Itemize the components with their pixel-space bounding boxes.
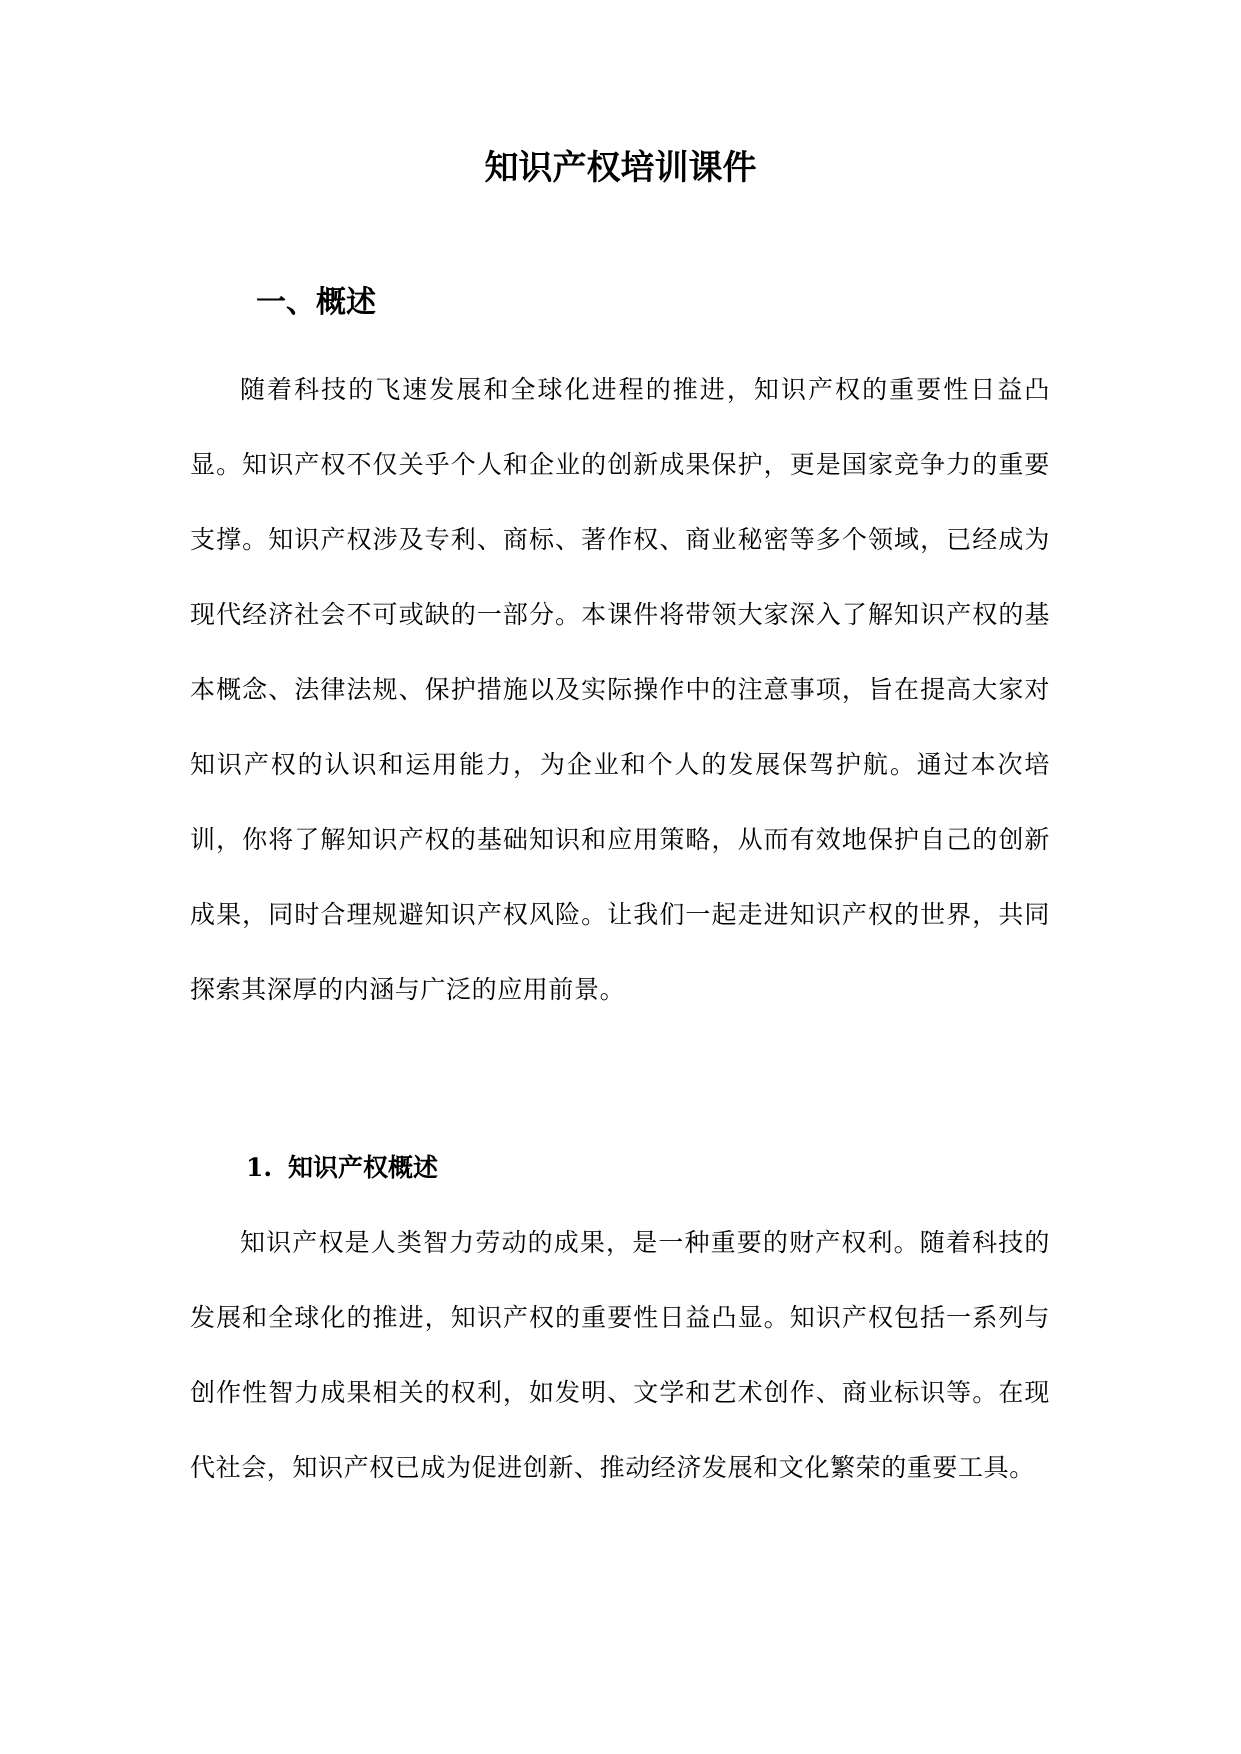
ip-overview-paragraph: 知识产权是人类智力劳动的成果，是一种重要的财产权利。随着科技的发展和全球化的推进，知识产权的重要性日益凸显。知识产权包括一系列与创作性智力成果相关的权利，如发明、文学和艺术创作、商业标识等。在现代社会，知识产权已成为促进创新、推动经济发展和文化繁荣的重要工具。 (190, 1228, 1050, 1482)
subsection-number: 1. (246, 1153, 273, 1182)
subsection-title: 知识产权概述 (288, 1153, 439, 1182)
document-title: 知识产权培训课件 (484, 148, 757, 188)
overview-paragraph: 随着科技的飞速发展和全球化进程的推进，知识产权的重要性日益凸显。知识产权不仅关乎个人和企业的创新成果保护，更是国家竞争力的重要支撑。知识产权涉及专利、商标、著作权、商业秘密等多个领域，已经成为现代经济社会不可或缺的一部分。本课件将带领大家深入了解知识产权的基本概念、法律法规、保护措施以及实际操作中的注意事项，旨在提高大家对知识产权的认识和运用能力，为企业和个人的发展保驾护航。通过本次培训，你将了解知识产权的基础知识和应用策略，从而有效地保护自己的创新成果，同时合理规避知识产权风险。让我们一起走进知识产权的世界，共同探索其深厚的内涵与广泛的应用前景。 (190, 375, 1050, 1004)
subsection-heading-ip-overview (246, 1150, 438, 1186)
section-heading-overview: 一、概述 (256, 285, 376, 320)
